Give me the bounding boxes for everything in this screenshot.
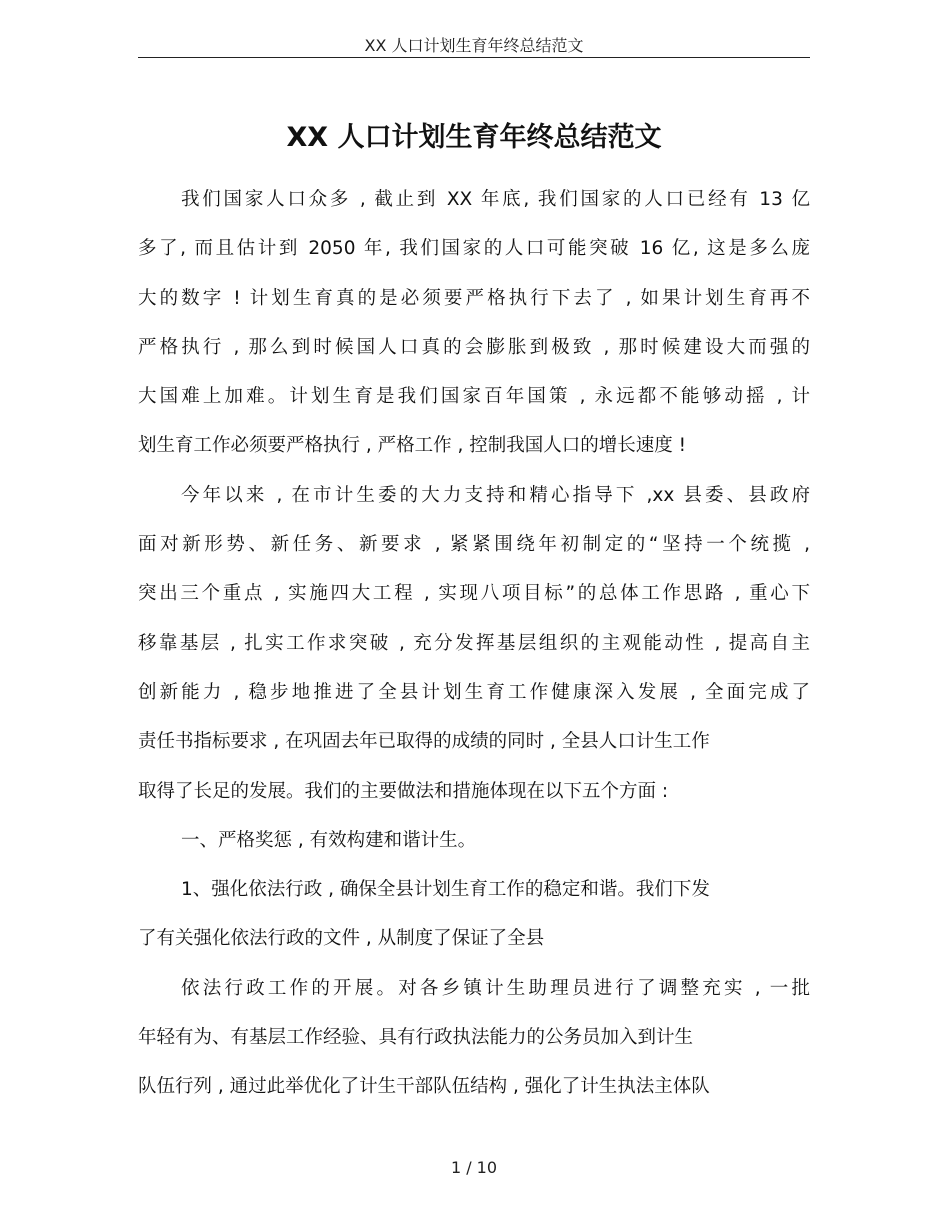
body-line: 创新能力 , 稳步地推进了全县计划生育工作健康深入发展 , 全面完成了 [138,681,810,703]
header-divider [138,57,810,58]
document-title: XX 人口计划生育年终总结范文 [286,122,662,153]
body-line: 依法行政工作的开展。对各乡镇计生助理员进行了调整充实 , 一批 [181,977,810,999]
body-line: 队伍行列 , 通过此举优化了计生干部队伍结构 , 强化了计生执法主体队 [138,1076,710,1098]
body-line: 责任书指标要求 , 在巩固去年已取得的成绩的同时 , 全县人口计生工作 [138,731,710,753]
body-line: 我们国家人口众多 , 截止到 XX 年底, 我们国家的人口已经有 13 亿 [181,189,810,210]
body-line: 取得了长足的发展。我们的主要做法和措施体现在以下五个方面 : [138,780,669,802]
body-line: 移靠基层 , 扎实工作求突破 , 充分发挥基层组织的主观能动性 , 提高自主 [138,632,810,654]
body-line: 大的数字 ! 计划生育真的是必须要严格执行下去了 , 如果计划生育再不 [138,287,810,309]
body-line: 多了, 而且估计到 2050 年, 我们国家的人口可能突破 16 亿, 这是多么庞 [138,238,810,260]
section-heading: 一、严格奖惩 , 有效构建和谐计生。 [181,829,477,851]
body-line: 突出三个重点 , 实施四大工程 , 实现八项目标”的总体工作思路 , 重心下 [138,583,810,605]
body-line: 1、强化依法行政 , 确保全县计划生育工作的稳定和谐。我们下发 [181,879,710,901]
body-line: 严格执行 , 那么到时候国人口真的会膨胀到极致 , 那时候建设大而强的 [138,336,810,358]
body-line: 划生育工作必须要严格执行 , 严格工作 , 控制我国人口的增长速度 ! [138,435,687,457]
page-number: 1 / 10 [450,1158,498,1177]
body-line: 了有关强化依法行政的文件 , 从制度了保证了全县 [138,928,545,950]
body-line: 面对新形势、新任务、新要求 , 紧紧围绕年初制定的“坚持一个统揽 , [138,534,810,556]
body-line: 大国难上加难。计划生育是我们国家百年国策 , 永远都不能够动摇 , 计 [138,386,810,408]
running-header: XX 人口计划生育年终总结范文 [364,36,584,55]
body-line: 今年以来 , 在市计生委的大力支持和精心指导下 ,xx 县委、县政府 [181,484,810,506]
body-line: 年轻有为、有基层工作经验、具有行政执法能力的公务员加入到计生 [138,1027,694,1049]
document-body [138,175,810,1112]
